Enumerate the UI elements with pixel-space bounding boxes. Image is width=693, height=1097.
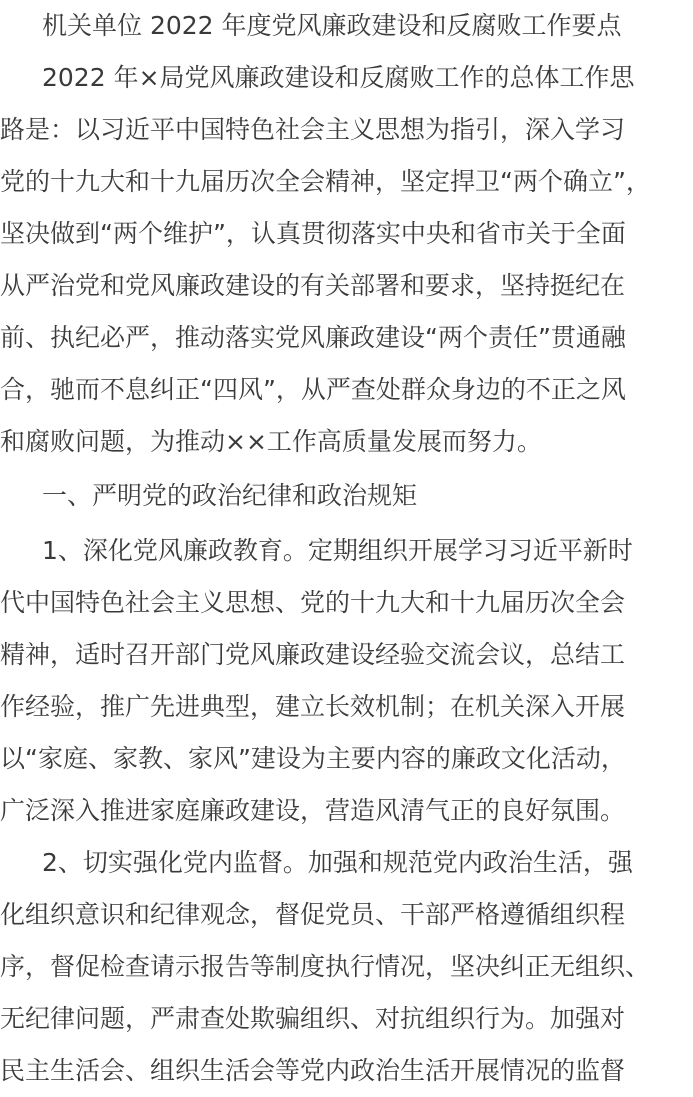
paragraph-line: 和腐败问题，为推动××工作高质量发展而努力。 <box>0 427 542 456</box>
paragraph-line: 民主生活会、组织生活会等党内政治生活开展情况的监督 <box>0 1056 626 1085</box>
paragraph-line: 2、切实强化党内监督。加强和规范党内政治生活，强 <box>42 848 633 877</box>
paragraph-line: 精神，适时召开部门党风廉政建设经验交流会议，总结工 <box>0 640 626 669</box>
paragraph-line: 化组织意识和纪律观念，督促党员、干部严格遵循组织程 <box>0 900 626 929</box>
paragraph-line: 广泛深入推进家庭廉政建设，营造风清气正的良好氛围。 <box>0 796 626 825</box>
paragraph-line: 作经验，推广先进典型，建立长效机制；在机关深入开展 <box>0 692 626 721</box>
section-heading: 一、严明党的政治纪律和政治规矩 <box>42 481 418 510</box>
paragraph-line: 2022 年×局党风廉政建设和反腐败工作的总体工作思 <box>42 63 635 92</box>
paragraph-line: 路是：以习近平中国特色社会主义思想为指引，深入学习 <box>0 115 626 144</box>
document-title: 机关单位 2022 年度党风廉政建设和反腐败工作要点 <box>42 11 622 40</box>
paragraph-line: 合，驰而不息纠正“四风”，从严查处群众身边的不正之风 <box>0 375 626 404</box>
paragraph-line: 代中国特色社会主义思想、党的十九大和十九届历次全会 <box>0 588 626 617</box>
paragraph-line: 从严治党和党风廉政建设的有关部署和要求，坚持挺纪在 <box>0 271 626 300</box>
paragraph-line: 坚决做到“两个维护”，认真贯彻落实中央和省市关于全面 <box>0 219 626 248</box>
paragraph-line: 前、执纪必严，推动落实党风廉政建设“两个责任”贯通融 <box>0 323 626 352</box>
paragraph-line: 1、深化党风廉政教育。定期组织开展学习习近平新时 <box>42 536 633 565</box>
paragraph-line: 以“家庭、家教、家风”建设为主要内容的廉政文化活动， <box>0 744 626 773</box>
paragraph-line: 党的十九大和十九届历次全会精神，坚定捍卫“两个确立”， <box>0 167 651 196</box>
paragraph-line: 序，督促检查请示报告等制度执行情况，坚决纠正无组织、 <box>0 952 651 981</box>
paragraph-line: 无纪律问题，严肃查处欺骗组织、对抗组织行为。加强对 <box>0 1004 626 1033</box>
